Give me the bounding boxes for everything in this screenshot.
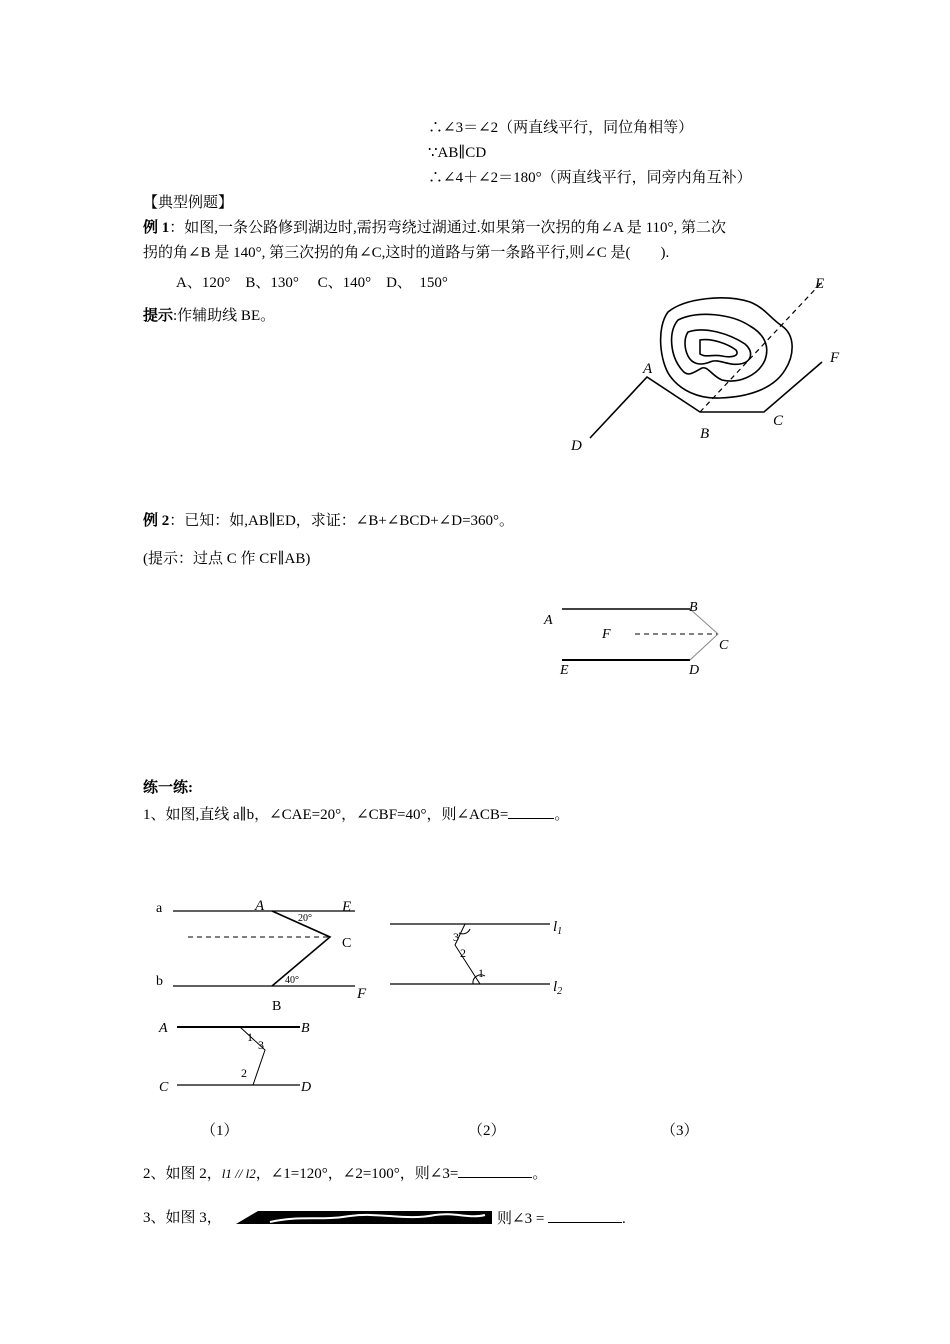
proof-line-2: ∵AB∥CD (428, 145, 487, 161)
section-title: 【典型例题】 (143, 195, 234, 211)
question-3-answer-blank[interactable] (548, 1208, 622, 1223)
example-2-line (143, 511, 514, 531)
angle-3-label: 3 (258, 1038, 264, 1052)
point-a-label: A (643, 361, 653, 377)
angle-2-label: 2 (460, 946, 466, 960)
point-a-label: A (255, 898, 265, 914)
garbled-equation-image (230, 1207, 498, 1227)
question-1-text: 1、如图,直线 a∥b，∠CAE=20°，∠CBF=40°，则∠ACB= (143, 807, 509, 823)
hint-text: :作辅助线 BE。 (173, 308, 276, 324)
question-2-end: 。 (532, 1166, 548, 1182)
point-d-label: D (689, 663, 700, 678)
point-f-label: F (357, 986, 367, 1002)
example-1-hint (143, 306, 275, 326)
question-1-end: 。 (554, 807, 570, 823)
point-c-label: C (342, 936, 352, 951)
point-a-label: A (159, 1021, 168, 1036)
proof-line-1: ∴∠3＝∠2（两直线平行，同位角相等） (428, 120, 694, 136)
point-e-label: E (342, 899, 352, 915)
hint-label: 提示 (143, 308, 174, 324)
proof-line-3: ∴∠4＋∠2＝180°（两直线平行，同旁内角互补） (428, 170, 752, 186)
angle-arc-3 (459, 929, 470, 934)
point-f-label: F (602, 627, 611, 642)
example-1-label: 例 1 (143, 220, 170, 236)
practice-figure-3 (155, 1015, 325, 1100)
question-1 (143, 804, 569, 825)
point-d-label: D (301, 1080, 312, 1095)
line-l2-label: $l_2$ (553, 979, 563, 997)
angle-3-label: 3 (453, 930, 459, 944)
segments-bc-cd (690, 609, 718, 660)
practice-title: 练一练: (143, 780, 193, 796)
example-1-text-1: ：如图,一条公路修到湖边时,需拐弯绕过湖通过.如果第一次拐的角∠A 是 110°, 第二次 (169, 220, 727, 236)
question-2-rest: ，∠1=120°，∠2=100°，则∠3= (255, 1166, 459, 1182)
angle-2-label: 2 (241, 1066, 247, 1080)
point-b-label: B (301, 1021, 310, 1036)
example-2-label: 例 2 (143, 513, 170, 529)
point-a-label: A (544, 613, 553, 628)
parallel-lines-figure-ex2 (540, 592, 750, 702)
question-3-text: 3、如图 3， (143, 1210, 222, 1226)
example-1-line-2: 拐的角∠B 是 140°, 第三次拐的角∠C,这时的道路与第一条路平行,则∠C 是( ). (143, 245, 670, 261)
example-1-line-1 (143, 218, 726, 238)
point-e-label: E (815, 276, 825, 292)
angle-1-label: 1 (478, 966, 484, 980)
example-2-text: ：已知：如,AB∥ED，求证：∠B+∠BCD+∠D=360°。 (169, 513, 515, 529)
question-2-text: 2、如图 2， (143, 1166, 222, 1182)
line-b-label: b (156, 974, 163, 989)
question-2-lines: l1 // l2 (221, 1166, 256, 1181)
question-3-rest: 则∠3 = (497, 1211, 545, 1227)
point-c-label: C (159, 1080, 169, 1095)
example-1-options: A、120° B、130° C、140° D、 150° (176, 275, 448, 291)
caption-2: （2） (468, 1123, 506, 1139)
line-l1-label: $l_1$ (553, 919, 563, 937)
question-3 (143, 1208, 222, 1228)
angle-1-label: 1 (247, 1030, 253, 1044)
point-f-label: F (830, 350, 840, 366)
practice-figure-2 (385, 905, 585, 1000)
caption-3: （3） (661, 1123, 699, 1139)
auxiliary-line-be (700, 282, 822, 412)
caption-1: （1） (201, 1123, 239, 1139)
point-b-label: B (700, 426, 710, 442)
point-b-label: B (689, 600, 698, 615)
point-b-label: B (272, 999, 282, 1014)
question-3-end: . (622, 1211, 626, 1227)
example-2-hint: (提示：过点 C 作 CF∥AB) (143, 551, 311, 567)
point-c-label: C (773, 413, 784, 429)
line-a-label: a (156, 901, 163, 916)
point-c-label: C (719, 638, 729, 653)
question-2 (143, 1163, 547, 1184)
angle-20-label: 20° (298, 913, 312, 924)
question-2-answer-blank[interactable] (458, 1163, 532, 1178)
point-d-label: D (571, 438, 582, 454)
question-1-answer-blank[interactable] (508, 804, 554, 819)
practice-figure-1 (150, 890, 380, 1015)
lake-inner-contour (685, 330, 751, 364)
lake-road-figure (560, 270, 860, 460)
question-3-tail (497, 1208, 626, 1229)
lake-core (700, 340, 737, 357)
angle-40-label: 40° (285, 975, 299, 986)
point-e-label: E (560, 663, 569, 678)
